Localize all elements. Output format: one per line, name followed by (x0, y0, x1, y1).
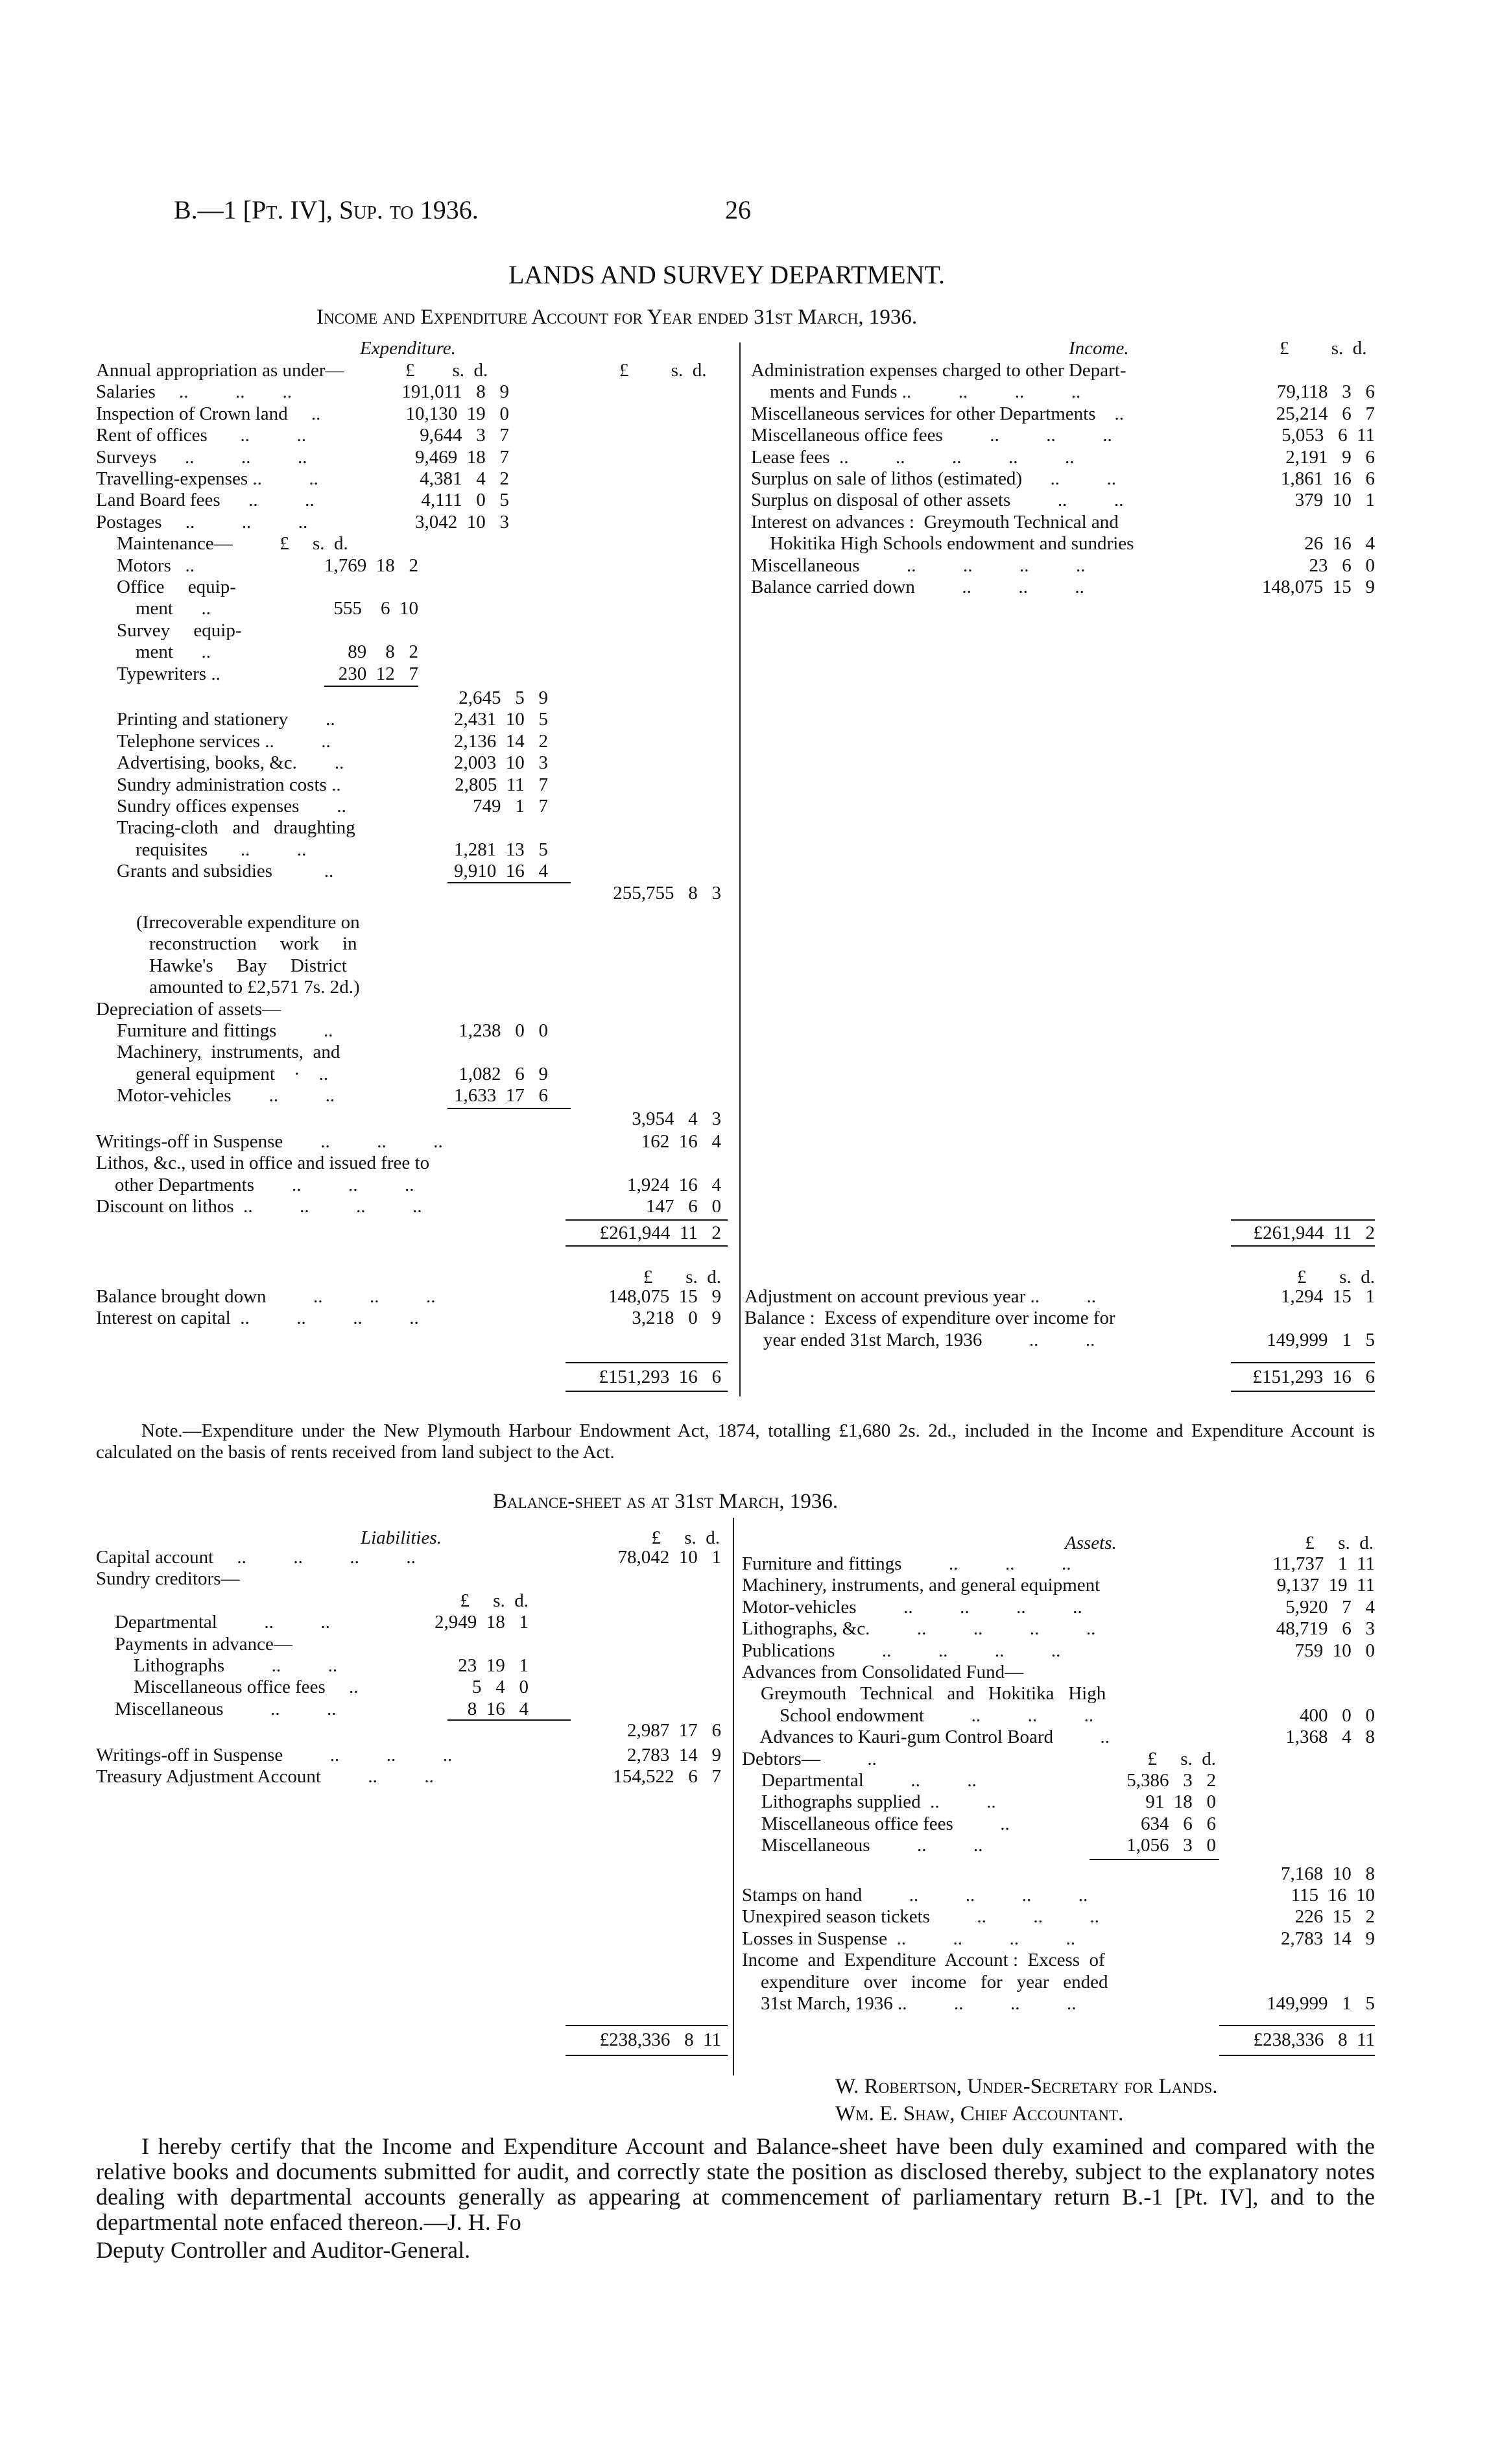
liabilities-heading: Liabilities. (361, 1527, 442, 1548)
expenditure-heading: Expenditure. (360, 338, 456, 359)
inc-line-label: Lease fees .. .. .. .. .. (751, 446, 1075, 468)
inc-line-label: Interest on advances : Greymouth Technical and (751, 511, 1119, 532)
note: Note.—Expenditure under the New Plymouth Harbour Endowment Act, 1874, totalling £1,680 2s. 2d., included in the Income and Expenditure Account is calculated on the basis of rents received from land subject to the Act. (96, 1420, 1375, 1463)
second-inc-label: Balance : Excess of expenditure over income for (744, 1308, 1115, 1329)
exp-line-amount: 4,111 0 5 (421, 490, 509, 511)
assets-heading: Assets. (1065, 1533, 1117, 1553)
asset-line-label: Furniture and fittings .. .. .. (742, 1553, 1071, 1574)
tail-line-amount: 1,924 16 4 (627, 1174, 721, 1195)
inc-lsd-header: £ s. d. (1280, 338, 1367, 359)
inc-line-label: Hokitika High Schools endowment and sundries (751, 533, 1134, 555)
asset-lsd-header: £ s. d. (1305, 1533, 1374, 1553)
inc-line-amount: 2,191 9 6 (1285, 446, 1375, 468)
exp-line-label: Annual appropriation as under— (96, 360, 344, 381)
balance-sheet-title: Balance-sheet as at 31st March, 1936. (493, 1490, 839, 1513)
signature-robertson: W. Robertson, Under-Secretary for Lands. (835, 2075, 1218, 2098)
asset-line-label: Motor-vehicles .. .. .. .. (742, 1596, 1082, 1618)
maint-line-label: Office equip- (117, 577, 236, 597)
inc-line-label: Balance carried down .. .. .. (751, 577, 1084, 597)
exp-line-amount: 3,042 10 3 (415, 511, 509, 532)
exp-line-amount: 4,381 4 2 (420, 468, 509, 489)
tail-line-label: other Departments .. .. .. (96, 1174, 414, 1195)
second-inc-amount: 149,999 1 5 (1267, 1329, 1375, 1350)
maint-line-amount: 1,769 18 2 (324, 555, 418, 576)
liab-total-rule-bottom (566, 2055, 728, 2056)
inc-line-amount: 379 10 1 (1294, 490, 1375, 511)
exp-line-label: Surveys .. .. .. (96, 446, 307, 468)
dep-line-label: Motor-vehicles .. .. (117, 1085, 335, 1106)
second-exp-amount: 3,218 0 9 (632, 1308, 721, 1329)
second-total-left: £151,293 16 6 (599, 1367, 721, 1387)
dep-line-amount: 1,633 17 6 (454, 1085, 548, 1106)
maint-line-label: Survey equip- (117, 619, 242, 641)
signature-shaw: Wm. E. Shaw, Chief Accountant. (835, 2102, 1124, 2125)
exp-line2-label: Sundry offices expenses .. (117, 796, 346, 817)
dep-line-label: Machinery, instruments, and (117, 1042, 340, 1063)
inc-line-amount: 148,075 15 9 (1262, 577, 1375, 597)
liab-line-label: Departmental .. .. (96, 1612, 330, 1633)
tail-line-label: Discount on lithos .. .. .. .. (96, 1196, 422, 1217)
audit-certificate: I hereby certify that the Income and Expenditure Account and Balance-sheet have been duly examined and compared with the relative books and documents submitted for audit, and correctly state the position as disclosed thereby, subject to the explanatory notes dealing with departmental accounts generally as appearing at commencement of parliamentary return B.-1 [Pt. IV], and to the departmental note enfaced thereon.—J. H. Fo (96, 2133, 1375, 2235)
second-total-rule-right-b (1231, 1391, 1375, 1392)
second-exp-amount: 148,075 15 9 (608, 1286, 721, 1307)
asset-line-amount: 400 0 0 (1300, 1704, 1375, 1726)
asset-line-amount: 5,920 7 4 (1285, 1596, 1375, 1618)
inc-total-rule-bottom (1231, 1245, 1375, 1247)
liab-line-amount: 2,949 18 1 (435, 1612, 529, 1633)
exp-line2-amount: 2,136 14 2 (454, 730, 548, 752)
liab2-label: Treasury Adjustment Account .. .. (96, 1766, 434, 1787)
inc-line-label: Administration expenses charged to other Depart- (751, 360, 1126, 381)
exp-line-amount: 191,011 8 9 (401, 381, 509, 403)
second-total-right: £151,293 16 6 (1252, 1367, 1375, 1387)
liab-line-amount: 23 19 1 (458, 1655, 529, 1676)
exp-line2-amount: 2,431 10 5 (454, 709, 548, 730)
liab-line-label: Lithographs .. .. (96, 1655, 338, 1676)
exp-line2-label: requisites .. .. (117, 839, 307, 860)
exp-line-label: Travelling-expenses .. .. (96, 468, 318, 489)
subtotal-a: 255,755 8 3 (613, 882, 721, 903)
asset-line-label: Greymouth Technical and Hokitika High (742, 1683, 1106, 1704)
running-header: B.—1 [Pt. IV], Sup. to 1936. (174, 195, 479, 224)
liab-line-label: Sundry creditors— (96, 1568, 240, 1590)
exp-line2-label: Telephone services .. .. (117, 730, 331, 752)
asset-total-rule-bottom (1219, 2055, 1375, 2056)
exp-line2-amount: 2,805 11 7 (455, 774, 548, 795)
department-title: LANDS AND SURVEY DEPARTMENT. (508, 260, 945, 289)
debtors-heading: Debtors— .. (742, 1748, 877, 1769)
debtor-amount: 5,386 3 2 (1126, 1770, 1216, 1791)
second-inc-label: Adjustment on account previous year .. .. (744, 1286, 1097, 1307)
asset-line-label: Machinery, instruments, and general equipment (742, 1575, 1101, 1596)
dep-line-label: general equipment · .. (117, 1063, 329, 1084)
second-exp-label: Interest on capital .. .. .. .. (96, 1308, 419, 1329)
liab-line-total: 78,042 10 1 (617, 1547, 721, 1568)
inc-line-amount: 5,053 6 11 (1281, 425, 1375, 446)
exp-line2-label: Advertising, books, &c. .. (117, 752, 344, 774)
liab2-label: Writings-off in Suspense .. .. .. (96, 1744, 453, 1765)
debtors-lsd: £ s. d. (1147, 1748, 1216, 1769)
liab-line-amount: £ s. d. (460, 1590, 529, 1611)
asset-line-label: Publications .. .. .. .. (742, 1640, 1061, 1661)
inc-line-amount: 79,118 3 6 (1276, 381, 1375, 403)
exp-lsd-header-a: £ s. d. (405, 360, 488, 381)
irrecoverable-note: (Irrecoverable expenditure on (136, 912, 360, 933)
liab-line-label: Miscellaneous .. .. (96, 1698, 337, 1719)
debtor-label: Lithographs supplied .. .. (761, 1791, 996, 1813)
exp-line2-amount: 749 1 7 (473, 796, 548, 817)
liab-line-label: Miscellaneous office fees .. (96, 1677, 359, 1698)
auditor-title: Deputy Controller and Auditor-General. (96, 2237, 471, 2263)
creditors-total: 2,987 17 6 (627, 1720, 721, 1741)
income-heading: Income. (1069, 338, 1129, 359)
exp-line2-amount: 2,003 10 3 (454, 752, 548, 774)
bs-column-divider (733, 1518, 734, 2075)
column-divider (739, 342, 741, 1396)
maint-total: 2,645 5 9 (459, 688, 548, 708)
debtors-rule (1090, 1859, 1219, 1860)
liab-line-amount: 5 4 0 (472, 1677, 529, 1698)
asset-line-amount: 1,368 4 8 (1285, 1727, 1375, 1748)
exp-line-amount: 10,130 19 0 (405, 403, 509, 424)
second-inc-label: year ended 31st March, 1936 .. .. (744, 1329, 1095, 1350)
exp-total-rule-top (566, 1219, 728, 1221)
maint-line-label: Typewriters .. (117, 663, 220, 684)
exp-line2-label: Grants and subsidies .. (117, 861, 334, 882)
exp-line2-amount: 9,910 16 4 (454, 861, 548, 882)
inc-line-amount: 1,861 16 6 (1281, 468, 1375, 489)
asset2-label: Income and Expenditure Account : Excess of (742, 1950, 1105, 1971)
asset-line-label: Advances to Kauri-gum Control Board .. (742, 1727, 1110, 1748)
inc-total: £261,944 11 2 (1253, 1223, 1375, 1243)
inc-line-amount: 26 16 4 (1304, 533, 1375, 555)
asset2-amount: 149,999 1 5 (1267, 1993, 1375, 2014)
dep-rule (447, 1108, 571, 1109)
asset2-label: Losses in Suspense .. .. .. .. (742, 1928, 1075, 1949)
inc-line-amount: 23 6 0 (1309, 555, 1375, 576)
maintenance-heading: Maintenance— £ s. d. (117, 533, 348, 555)
debtor-label: Departmental .. .. (761, 1770, 977, 1791)
debtor-label: Miscellaneous office fees .. (761, 1813, 1010, 1834)
liab-total-rule-top (566, 2025, 728, 2026)
liab-line-label: Payments in advance— (96, 1633, 292, 1655)
account-title: Income and Expenditure Account for Year ended 31st March, 1936. (316, 305, 918, 329)
asset-total-rule-top (1219, 2025, 1375, 2026)
debtor-label: Miscellaneous .. .. (761, 1835, 983, 1856)
dep-line-amount: 1,238 0 0 (459, 1020, 548, 1041)
second-exp-label: Balance brought down .. .. .. (96, 1286, 436, 1307)
grants-rule (447, 882, 571, 883)
asset-line-label: Advances from Consolidated Fund— (742, 1662, 1024, 1682)
tail-line-label: Lithos, &c., used in office and issued free to (96, 1153, 430, 1174)
inc-line-label: Miscellaneous .. .. .. .. (751, 555, 1086, 576)
debtor-amount: 634 6 6 (1141, 1813, 1216, 1834)
exp-line2-label: Sundry administration costs .. (117, 774, 341, 795)
second-inc-amount: 1,294 15 1 (1281, 1286, 1375, 1307)
asset-line-amount: 11,737 1 11 (1272, 1553, 1375, 1574)
asset2-amount: 115 16 10 (1291, 1885, 1375, 1906)
dep-total: 3,954 4 3 (632, 1108, 721, 1129)
dep-line-label: Furniture and fittings .. (117, 1020, 333, 1041)
asset-line-amount: 759 10 0 (1294, 1640, 1375, 1661)
tail-line-label: Writings-off in Suspense .. .. .. (96, 1131, 443, 1152)
exp-line2-label: Tracing-cloth and draughting (117, 817, 355, 839)
irrecoverable-note: Hawke's Bay District (149, 955, 347, 976)
second-lsd-left: £ s. d. (643, 1267, 721, 1287)
page-number: 26 (725, 195, 751, 224)
exp-line-label: Land Board fees .. .. (96, 490, 315, 511)
liab-lsd-header: £ s. d. (651, 1527, 720, 1548)
exp-line2-label: Printing and stationery .. (117, 709, 335, 730)
maint-line-label: ment .. (117, 598, 211, 619)
liab2-amount: 154,522 6 7 (613, 1766, 721, 1787)
exp-total: £261,944 11 2 (599, 1223, 721, 1243)
debtor-amount: 1,056 3 0 (1126, 1835, 1216, 1856)
inc-line-label: Surplus on disposal of other assets .. .. (751, 490, 1124, 511)
creditors-rule (447, 1719, 571, 1721)
maint-rule (324, 686, 418, 687)
asset2-label: Stamps on hand .. .. .. .. (742, 1885, 1088, 1906)
asset2-label: 31st March, 1936 .. .. .. .. (742, 1993, 1077, 2014)
asset2-label: expenditure over income for year ended (742, 1971, 1108, 1992)
liab-line-label: Capital account .. .. .. .. (96, 1547, 416, 1568)
irrecoverable-note: reconstruction work in (149, 933, 357, 955)
irrecoverable-note: amounted to £2,571 7s. 2d.) (149, 977, 360, 998)
tail-line-amount: 162 16 4 (641, 1131, 721, 1152)
second-total-rule-left (566, 1362, 728, 1363)
asset-line-label: Lithographs, &c. .. .. .. .. (742, 1618, 1096, 1640)
asset2-amount: 2,783 14 9 (1281, 1928, 1375, 1949)
tail-line-amount: 147 6 0 (646, 1196, 721, 1217)
debtors-total: 7,168 10 8 (1281, 1863, 1375, 1884)
exp-line-label: Salaries .. .. .. (96, 381, 292, 403)
second-total-rule-left-b (566, 1391, 728, 1392)
debtor-amount: 91 18 0 (1145, 1791, 1216, 1813)
inc-line-amount: 25,214 6 7 (1276, 403, 1375, 424)
maint-line-label: Motors .. (117, 555, 195, 576)
exp-line-amount: 9,644 3 7 (420, 425, 509, 446)
maint-line-amount: 555 6 10 (333, 598, 418, 619)
exp-line-label: Rent of offices .. .. (96, 425, 307, 446)
exp-line-label: Postages .. .. .. (96, 511, 308, 532)
inc-line-label: Miscellaneous office fees .. .. .. (751, 425, 1112, 446)
exp-line2-amount: 1,281 13 5 (454, 839, 548, 860)
second-lsd-right: £ s. d. (1296, 1267, 1375, 1287)
maint-line-label: ment .. (117, 641, 211, 663)
exp-line-amount: 9,469 18 7 (415, 446, 509, 468)
liab-total: £238,336 8 11 (599, 2029, 721, 2050)
asset-line-amount: 9,137 19 11 (1276, 1575, 1375, 1596)
assets-total: £238,336 8 11 (1253, 2029, 1375, 2050)
dep-line-amount: 1,082 6 9 (459, 1063, 548, 1084)
asset-line-label: School endowment .. .. .. (742, 1704, 1094, 1726)
liab2-amount: 2,783 14 9 (627, 1744, 721, 1765)
depreciation-heading: Depreciation of assets— (96, 998, 281, 1020)
exp-lsd-header-b: £ s. d. (619, 360, 707, 381)
exp-total-rule-bottom (566, 1245, 728, 1247)
maint-line-amount: 89 8 2 (348, 641, 418, 663)
exp-line-label: Inspection of Crown land .. (96, 403, 321, 424)
asset-line-amount: 48,719 6 3 (1276, 1618, 1375, 1640)
asset2-label: Unexpired season tickets .. .. .. (742, 1906, 1099, 1928)
second-total-rule-right (1231, 1362, 1375, 1363)
liab-line-amount: 8 16 4 (467, 1698, 529, 1719)
maint-line-amount: 230 12 7 (338, 663, 418, 684)
inc-line-label: Miscellaneous services for other Departments .. (751, 403, 1124, 424)
inc-line-label: ments and Funds .. .. .. .. (751, 381, 1081, 403)
inc-line-label: Surplus on sale of lithos (estimated) .. .. (751, 468, 1117, 489)
asset2-amount: 226 15 2 (1294, 1906, 1375, 1928)
inc-total-rule-top (1231, 1219, 1375, 1221)
